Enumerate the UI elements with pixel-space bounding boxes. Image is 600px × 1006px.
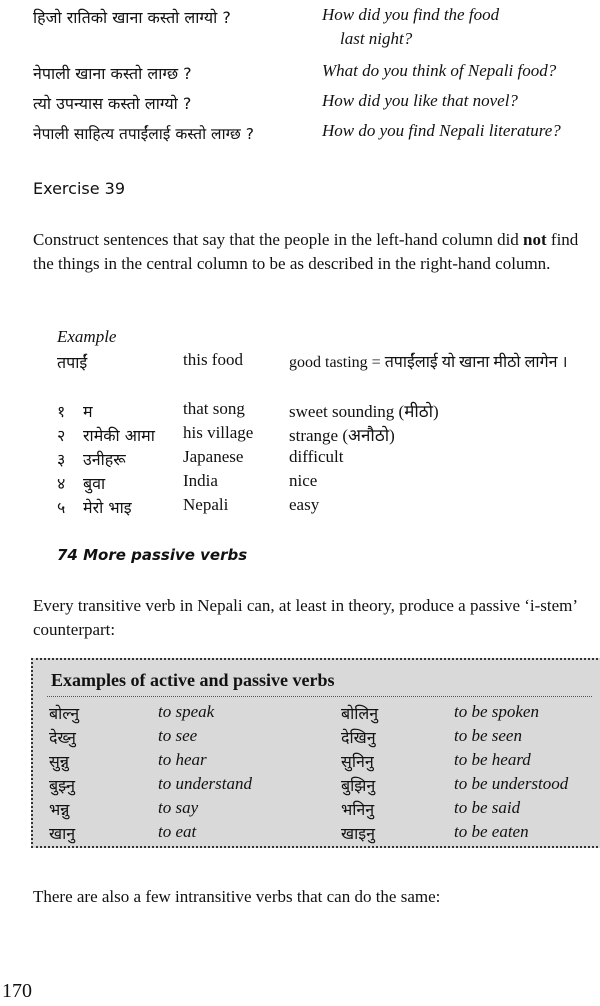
phrase-english-continued: last night? — [340, 29, 413, 48]
item-person: उनीहरू — [83, 450, 126, 469]
verb-row — [33, 798, 600, 822]
item-thing: his village — [183, 423, 254, 442]
section-intro: Every transitive verb in Nepali can, at least in theory, produce a passive ‘i-stem’ counterpart: — [33, 596, 577, 639]
example-person: तपाईं — [57, 353, 88, 372]
example-description: good tasting = तपाईंलाई यो खाना मीठो लागेन । — [289, 354, 568, 371]
item-description: strange (अनौठो) — [289, 426, 395, 445]
phrase-nepali: नेपाली साहित्य तपाईंलाई कस्तो लाग्छ ? — [33, 125, 254, 143]
active-meaning: to understand — [158, 774, 252, 793]
passive-verb: खाइनु — [341, 824, 375, 843]
verb-row — [33, 822, 600, 846]
verb-row — [33, 726, 600, 750]
passive-meaning: to be understood — [454, 774, 569, 793]
passive-meaning: to be eaten — [454, 822, 529, 841]
page-number: 170 — [2, 980, 32, 1002]
item-person: बुवा — [83, 474, 106, 493]
phrase-nepali: हिजो रातिको खाना कस्तो लाग्यो ? — [33, 8, 231, 27]
verb-box-title: Examples of active and passive verbs — [51, 670, 335, 690]
item-description: difficult — [289, 447, 344, 466]
passive-meaning: to be heard — [454, 750, 531, 769]
phrase-english: How did you find the food — [322, 5, 500, 24]
divider — [47, 696, 592, 697]
item-number: ५ — [57, 498, 66, 517]
passive-verb: सुनिनु — [341, 752, 374, 771]
phrase-english: How do you find Nepali literature? — [322, 121, 561, 140]
verb-row — [33, 702, 600, 726]
verb-row — [33, 774, 600, 798]
passive-meaning: to be seen — [454, 726, 522, 745]
passive-verb: देखिनु — [341, 728, 376, 747]
passive-verb: बुझिनु — [341, 776, 376, 795]
active-verb: सुन्नु — [49, 752, 69, 771]
exercise-instruction — [33, 228, 593, 276]
item-thing: India — [183, 471, 218, 490]
phrase-nepali: नेपाली खाना कस्तो लाग्छ ? — [33, 64, 192, 83]
item-person: रामेकी आमा — [83, 426, 155, 445]
instruction-text: Construct sentences that say that the people in the left-hand column did — [33, 230, 524, 249]
instruction-text: find the things in the central column to be as described in the right-hand column. — [33, 230, 579, 273]
verb-examples-box — [31, 658, 600, 848]
instruction-emphasis: not — [523, 230, 547, 249]
item-description: sweet sounding (मीठो) — [289, 402, 439, 421]
active-verb: भन्नु — [49, 800, 70, 819]
passive-verb: भनिनु — [341, 800, 375, 819]
active-verb: खानु — [49, 824, 76, 843]
active-meaning: to hear — [158, 750, 207, 769]
example-label: Example — [57, 327, 117, 346]
passive-meaning: to be spoken — [454, 702, 539, 721]
item-number: २ — [57, 426, 66, 445]
active-verb: बुझ्नु — [49, 776, 75, 795]
closing-text: There are also a few intransitive verbs that can do the same: — [33, 887, 441, 906]
active-meaning: to say — [158, 798, 199, 817]
item-person: मेरो भाइ — [83, 498, 132, 517]
item-description: nice — [289, 471, 318, 490]
item-thing: Japanese — [183, 447, 244, 466]
active-verb: देख्नु — [49, 728, 76, 747]
active-verb: बोल्नु — [49, 704, 80, 723]
verb-row — [33, 750, 600, 774]
item-number: ३ — [57, 450, 66, 469]
passive-meaning: to be said — [454, 798, 521, 817]
item-thing: that song — [183, 399, 245, 418]
item-number: ४ — [57, 474, 66, 493]
phrase-nepali: त्यो उपन्यास कस्तो लाग्यो ? — [33, 94, 192, 113]
phrase-english: How did you like that novel? — [322, 91, 518, 110]
section-heading: 74 More passive verbs — [57, 546, 248, 564]
active-meaning: to speak — [158, 702, 215, 721]
example-thing: this food — [183, 350, 243, 369]
item-person: म — [83, 402, 93, 421]
item-thing: Nepali — [183, 495, 229, 514]
item-description: easy — [289, 495, 320, 514]
active-meaning: to eat — [158, 822, 197, 841]
phrase-english: What do you think of Nepali food? — [322, 61, 557, 80]
active-meaning: to see — [158, 726, 198, 745]
exercise-heading: Exercise 39 — [33, 179, 126, 198]
passive-verb: बोलिनु — [341, 704, 379, 723]
item-number: १ — [57, 402, 66, 421]
